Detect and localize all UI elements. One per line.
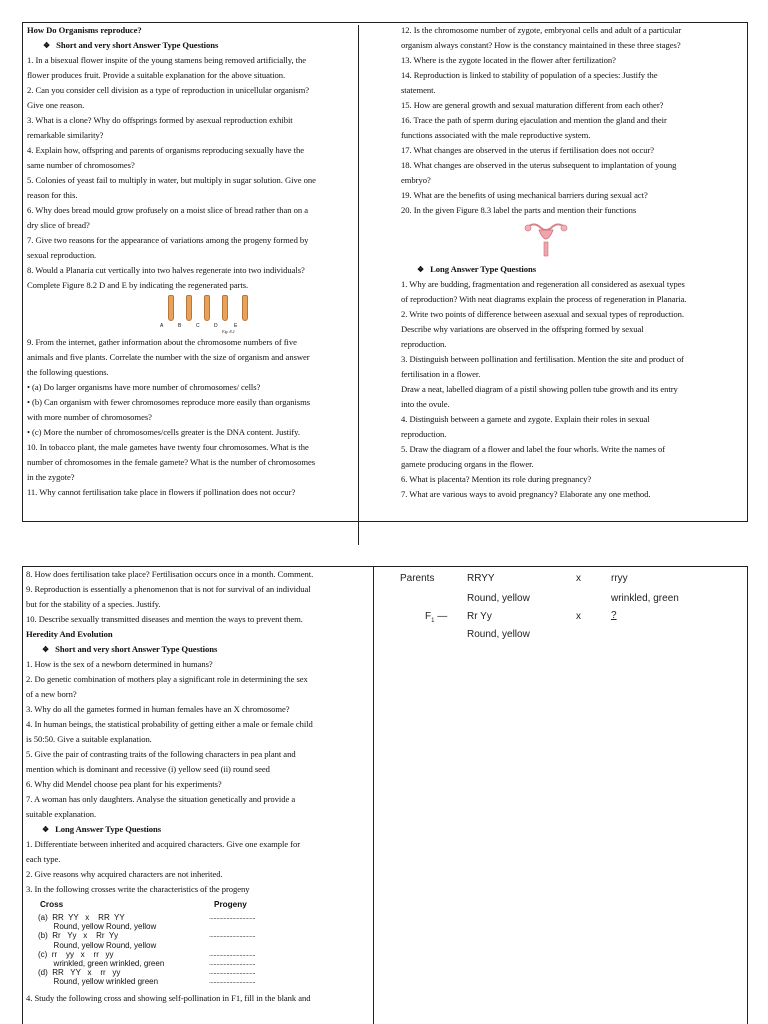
question-line: gamete producing organs in the flower.	[401, 459, 534, 469]
question-line: dry slice of bread?	[27, 220, 90, 230]
question-line: 6. Why does bread mould grow profusely on a moist slice of bread rather than on a	[27, 205, 308, 215]
cross-row	[26, 941, 372, 950]
question-line: • (c) More the number of chromosomes/cells greater is the DNA content. Justify.	[27, 427, 300, 437]
cross-text: Round, yellow Round, yellow	[38, 940, 157, 950]
question-line: 18. What changes are observed in the uterus subsequent to implantation of young	[401, 160, 677, 170]
genetics-cross-diagram	[401, 567, 741, 647]
section-subheading	[26, 822, 372, 837]
question-line: remarkable similarity?	[27, 130, 104, 140]
question-line: 20. In the given Figure 8.3 label the parts and mention their functions	[401, 205, 637, 215]
question-line: 2. Write two points of difference between asexual and sexual types of reproduction.	[401, 309, 684, 319]
question-line: 7. Give two reasons for the appearance of variations among the progeny formed by	[27, 235, 309, 245]
cross-row	[26, 950, 372, 959]
question-line: 2. Give reasons why acquired characters are not inherited.	[26, 869, 223, 879]
f1-genotype: Rr Yy	[467, 611, 492, 622]
question-line: organism always constant? How is the constancy maintained in these three stages?	[401, 40, 681, 50]
question-line: 14. Reproduction is linked to stability of population of a species: Justify the	[401, 70, 658, 80]
question-line: 5. Colonies of yeast fail to multiply in water, but multiply in sugar solution. Give one	[27, 175, 316, 185]
question-line: 11. Why cannot fertilisation take place in flowers if pollination does not occur?	[27, 487, 296, 497]
f1-label: $F_1$ —	[425, 611, 448, 624]
diamond-bullet-icon: ❖	[42, 825, 50, 834]
cross-row	[26, 977, 372, 986]
blank-question-mark: ?	[611, 610, 617, 621]
section-heading: Heredity And Evolution	[26, 629, 113, 639]
progeny-blank: ................................	[209, 950, 256, 958]
parent1-phenotype: Round, yellow	[467, 593, 530, 604]
question-line: into the ovule.	[401, 399, 450, 409]
figure-label: A	[160, 323, 164, 329]
section-subheading	[401, 262, 743, 277]
diamond-bullet-icon: ❖	[42, 645, 50, 654]
cross-row	[26, 913, 372, 922]
question-line: 8. Would a Planaria cut vertically into two halves regenerate into two individuals?	[27, 265, 305, 275]
section-subheading	[26, 642, 372, 657]
cross-row	[26, 959, 372, 968]
question-line: 4. In human beings, the statistical probability of getting either a male or female child	[26, 719, 313, 729]
question-line: 3. What is a clone? Why do offsprings formed by asexual reproduction exhibit	[27, 115, 293, 125]
cross-text: (b) Rr Yy x Rr Yy	[38, 931, 119, 941]
question-line: same number of chromosomes?	[27, 160, 135, 170]
question-line: 7. A woman has only daughters. Analyse the situation genetically and provide a	[26, 794, 296, 804]
question-line: 1. How is the sex of a newborn determined in humans?	[26, 659, 213, 669]
figure-label: D	[214, 323, 218, 329]
question-line: animals and five plants. Correlate the number with the size of organism and answer	[27, 352, 310, 362]
cross-symbol: x	[576, 611, 581, 622]
cross-text: Round, yellow Round, yellow	[38, 922, 157, 932]
cross-symbol: x	[576, 573, 581, 584]
parent2-genotype: rryy	[611, 573, 628, 584]
question-line: 13. Where is the zygote located in the flower after fertilization?	[401, 55, 616, 65]
question-line: 16. Trace the path of sperm during ejaculation and mention the gland and their	[401, 115, 667, 125]
cross-table-header	[26, 897, 372, 913]
question-line: 4. Explain how, offspring and parents of organisms reproducing sexually have the	[27, 145, 304, 155]
question-line: reason for this.	[27, 190, 78, 200]
question-line: 15. How are general growth and sexual maturation different from each other?	[401, 100, 664, 110]
question-line: 1. Why are budding, fragmentation and regeneration all considered as asexual types	[401, 279, 685, 289]
question-line: with more number of chromosomes?	[27, 412, 152, 422]
question-line: sexual reproduction.	[27, 250, 97, 260]
planaria-piece	[168, 295, 174, 321]
question-line: 10. Describe sexually transmitted diseases and mention the ways to prevent them.	[26, 614, 303, 624]
figure-label: B	[178, 323, 182, 329]
question-line: 17. What changes are observed in the uterus if fertilisation does not occur?	[401, 145, 655, 155]
cross-text: (a) RR YY x RR YY	[38, 913, 125, 922]
question-line: of reproduction? With neat diagrams explain the process of regeneration in Planaria.	[401, 294, 687, 304]
question-line: reproduction.	[401, 339, 447, 349]
question-line: is 50:50. Give a suitable explanation.	[26, 734, 152, 744]
cross-text: (c) rr yy x rr yy	[38, 949, 114, 959]
cross-table	[26, 897, 372, 987]
question-line: mention which is dominant and recessive (i) yellow seed (ii) round seed	[26, 764, 270, 774]
page2-left-column	[26, 567, 372, 1006]
cross-text: (d) RR YY x rr yy	[38, 968, 121, 978]
cross-text: wrinkled, green wrinkled, green	[38, 958, 165, 968]
question-line: • (b) Can organism with fewer chromosomes reproduce more easily than organisms	[27, 397, 311, 407]
question-line: 3. Why do all the gametes formed in human females have an X chromosome?	[26, 704, 290, 714]
subheading-text: Long Answer Type Questions	[430, 264, 537, 274]
question-line: 3. In the following crosses write the characteristics of the progeny	[26, 884, 250, 894]
column-divider	[373, 567, 374, 1024]
question-line: number of chromosomes in the female gamete? What is the number of chromosomes	[27, 457, 316, 467]
cross-row	[26, 968, 372, 977]
page2-right-column	[401, 567, 741, 647]
question-line: suitable explanation.	[26, 809, 97, 819]
question-line: Complete Figure 8.2 D and E by indicating the regenerated parts.	[27, 280, 249, 290]
question-line: 9. From the internet, gather information about the chromosome numbers of five	[27, 337, 297, 347]
page1-left-column	[27, 23, 361, 500]
parent1-genotype: RRYY	[467, 573, 495, 584]
question-line: 19. What are the benefits of using mechanical barriers during sexual act?	[401, 190, 648, 200]
planaria-figure	[162, 293, 361, 335]
question-line: fertilisation in a flower.	[401, 369, 481, 379]
progeny-blank: ................................	[209, 969, 256, 977]
question-line: flower produces fruit. Provide a suitable explanation for the above situation.	[27, 70, 286, 80]
question-line: the following questions.	[27, 367, 109, 377]
planaria-piece	[222, 295, 228, 321]
question-line: 5. Draw the diagram of a flower and label the four whorls. Write the names of	[401, 444, 666, 454]
question-line: Describe why variations are observed in the offspring formed by sexual	[401, 324, 644, 334]
question-line: reproduction.	[401, 429, 447, 439]
question-line: 1. In a bisexual flower inspite of the young stamens being removed artificially, the	[27, 55, 306, 65]
question-line: 6. What is placenta? Mention its role during pregnancy?	[401, 474, 592, 484]
question-line: 4. Study the following cross and showing self-pollination in F1, fill in the blank and	[26, 992, 311, 1003]
diamond-bullet-icon: ❖	[43, 41, 51, 50]
question-line: in the zygote?	[27, 472, 75, 482]
subheading-text: Short and very short Answer Type Questions	[56, 40, 219, 50]
progeny-blank: ................................	[209, 932, 256, 940]
page1-right-column	[401, 23, 743, 502]
cross-row	[26, 931, 372, 940]
subheading-text: Long Answer Type Questions	[55, 824, 162, 834]
uterus-icon	[523, 218, 569, 262]
question-line: • (a) Do larger organisms have more number of chromosomes/ cells?	[27, 382, 261, 392]
question-line: 4. Distinguish between a gamete and zygote. Explain their roles in sexual	[401, 414, 650, 424]
column-divider	[358, 25, 359, 545]
question-line: of a new born?	[26, 689, 77, 699]
section-subheading	[27, 38, 361, 53]
question-line: but for the stability of a species. Justify.	[26, 599, 161, 609]
diamond-bullet-icon: ❖	[417, 265, 425, 274]
question-line: Give one reason.	[27, 100, 85, 110]
f1-phenotype: Round, yellow	[467, 629, 530, 640]
question-line: 10. In tobacco plant, the male gametes have twenty four chromosomes. What is the	[27, 442, 309, 452]
question-line: 2. Can you consider cell division as a type of reproduction in unicellular organism?	[27, 85, 310, 95]
progeny-blank: ................................	[209, 959, 256, 967]
question-line: statement.	[401, 85, 436, 95]
progeny-blank: ................................	[209, 914, 256, 921]
uterus-figure	[523, 218, 569, 262]
cross-text: Round, yellow wrinkled green	[38, 977, 159, 987]
question-line: embryo?	[401, 175, 431, 185]
progeny-column-header: Progeny	[214, 900, 247, 909]
question-line: 3. Distinguish between pollination and fertilisation. Mention the site and product of	[401, 354, 684, 364]
planaria-piece	[242, 295, 248, 321]
figure-label: C	[196, 323, 200, 329]
question-line: 6. Why did Mendel choose pea plant for his experiments?	[26, 779, 222, 789]
worksheet-page-2	[22, 566, 748, 1024]
subheading-text: Short and very short Answer Type Questions	[55, 644, 218, 654]
progeny-blank: ................................	[209, 978, 256, 986]
question-line: 8. How does fertilisation take place? Fertilisation occurs once in a month. Comment.	[26, 569, 314, 579]
planaria-piece	[204, 295, 210, 321]
planaria-piece	[186, 295, 192, 321]
question-line: 12. Is the chromosome number of zygote, embryonal cells and adult of a particular	[401, 25, 682, 35]
figure-caption: Fig. 8.2	[222, 329, 235, 334]
question-line: Draw a neat, labelled diagram of a pistil showing pollen tube growth and its entry	[401, 384, 678, 394]
worksheet-page-1	[22, 22, 748, 522]
question-line: functions associated with the male reproductive system.	[401, 130, 591, 140]
parent2-phenotype: wrinkled, green	[611, 593, 679, 604]
section-heading: How Do Organisms reproduce?	[27, 25, 142, 35]
question-line: 2. Do genetic combination of mothers play a significant role in determining the sex	[26, 674, 308, 684]
question-line: 5. Give the pair of contrasting traits of the following characters in pea plant and	[26, 749, 296, 759]
question-line: each type.	[26, 854, 61, 864]
parents-label: Parents	[400, 573, 435, 584]
figure-label: E	[234, 323, 238, 329]
question-line: 1. Differentiate between inherited and acquired characters. Give one example for	[26, 839, 301, 849]
question-line: 9. Reproduction is essentially a phenomenon that is not for survival of an individual	[26, 584, 311, 594]
cross-column-header: Cross	[40, 900, 64, 909]
cross-row	[26, 922, 372, 931]
question-line: 7. What are various ways to avoid pregnancy? Elaborate any one method.	[401, 489, 651, 499]
